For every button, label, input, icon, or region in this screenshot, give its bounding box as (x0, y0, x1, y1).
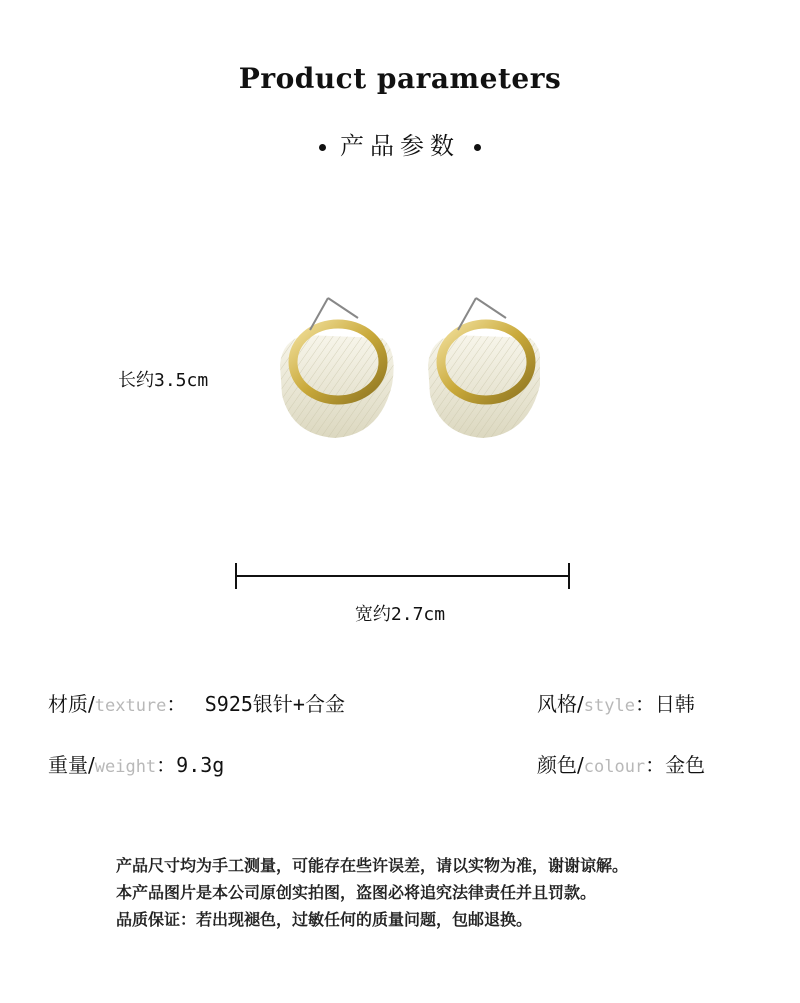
weight-label-cn: 重量/ (48, 753, 95, 777)
weight-label-en: weight (94, 757, 157, 777)
colour-label-cn: 颜色/ (537, 753, 584, 777)
length-label: 长约3.5cm (118, 370, 209, 391)
style-value: 日韩 (654, 692, 695, 716)
colour-label-en: colour (583, 757, 646, 777)
note-line: 品质保证：若出现褪色，过敏任何的质量问题，包邮退换。 (116, 910, 533, 929)
note-line: 本产品图片是本公司原创实拍图，盗图必将追究法律责任并且罚款。 (116, 883, 597, 902)
weight-value: 9.3g (176, 753, 225, 777)
note-line: 产品尺寸均为手工测量，可能存在些许误差，请以实物为准，谢谢谅解。 (116, 856, 629, 875)
param-style (537, 688, 695, 717)
colour-colon: ： (645, 753, 666, 777)
width-label: 宽约2.7cm (354, 604, 446, 625)
bullet-dot-right (474, 144, 481, 151)
disclaimer-notes (116, 852, 628, 933)
param-colour (537, 749, 705, 778)
earring-right (428, 298, 540, 438)
style-label-en: style (583, 696, 635, 716)
bullet-dot-left (319, 144, 326, 151)
weight-colon: ： (156, 753, 177, 777)
dimension-tick-right (568, 563, 570, 589)
texture-colon: ： (166, 692, 187, 716)
page-title: Product parameters (238, 62, 562, 95)
section-subtitle (0, 126, 800, 161)
width-dimension-line (236, 575, 570, 577)
texture-value: S925银针+合金 (204, 692, 345, 716)
colour-value: 金色 (665, 753, 706, 777)
texture-label-en: texture (94, 696, 167, 716)
earring-left (280, 298, 394, 438)
param-weight (48, 749, 224, 778)
subtitle-text: 产品参数 (340, 132, 460, 160)
texture-label-cn: 材质/ (48, 692, 95, 716)
style-colon: ： (634, 692, 655, 716)
param-texture (48, 688, 345, 717)
earrings-photo (270, 290, 540, 450)
style-label-cn: 风格/ (537, 692, 584, 716)
